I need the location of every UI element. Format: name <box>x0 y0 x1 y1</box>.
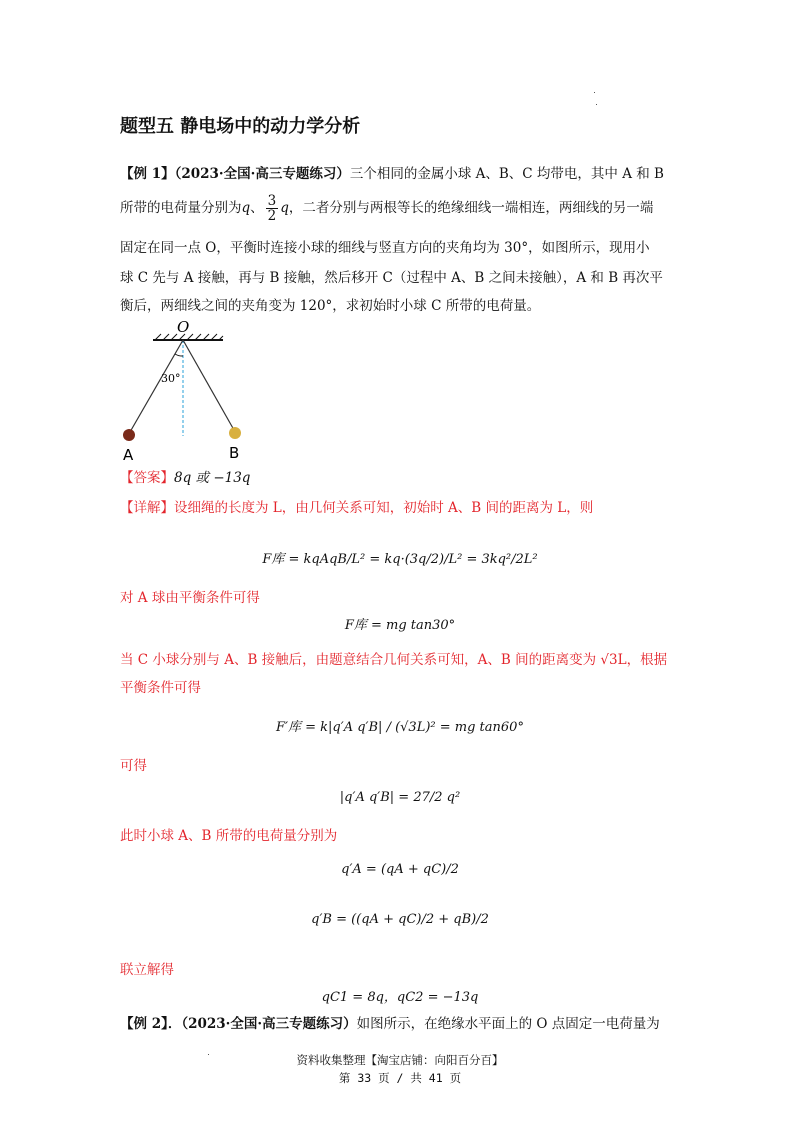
example-text: 所带的电荷量分别为 <box>120 200 242 216</box>
ball-b <box>229 427 241 439</box>
ball-a <box>123 429 135 441</box>
equation-1: F库 = kqAqB/L² = kq·(3q/2)/L² = 3kq²/2L² <box>262 552 538 567</box>
answer-line <box>120 470 680 487</box>
equation-3: F′库 = k|q′A q′B| / (√3L)² = mg tan60° <box>276 720 524 735</box>
equation-6: q′B = ((qA + qC)/2 + qB)/2 <box>311 912 489 927</box>
fraction-den: 2 <box>267 208 277 224</box>
detail-line5: 可得 <box>120 758 147 774</box>
label-b: B <box>229 444 240 462</box>
thread-a <box>130 340 183 432</box>
detail-line6: 此时小球 A、B 所带的电荷量分别为 <box>120 828 338 844</box>
page-number: 第 33 页 / 共 41 页 <box>338 1071 462 1085</box>
example1-line4: 球 C 先与 A 接触，再与 B 接触，然后移开 C（过程中 A、B 之间未接触），A 和 B 再次平 <box>120 270 663 286</box>
charge-q: q <box>280 200 289 216</box>
example-source: （2023·全国·高三专题练习） <box>181 1016 357 1032</box>
label-a: A <box>123 446 134 464</box>
detail-tag: 【详解】 <box>120 500 174 516</box>
detail-line3: 当 C 小球分别与 A、B 接触后，由题意结合几何关系可知，A、B 间的距离变为 √3L，根据 <box>120 652 668 668</box>
footer-source: 资料收集整理【淘宝店铺：向阳百分百】 <box>296 1053 504 1067</box>
angle-label: 30° <box>161 372 181 385</box>
detail-text: 设细绳的长度为 L，由几何关系可知，初始时 A、B 间的距离为 L，则 <box>174 500 594 516</box>
scan-dot <box>596 104 597 105</box>
thread-b <box>183 340 234 430</box>
equation-7: qC1 = 8q，qC2 = −13q <box>321 990 479 1005</box>
answer-tag: 【答案】 <box>120 470 174 486</box>
example1-line1 <box>120 166 680 183</box>
example1-line3: 固定在同一点 O，平衡时连接小球的细线与竖直方向的夹角均为 30°，如图所示，现用小 <box>120 240 650 256</box>
example-text: 如图所示，在绝缘水平面上的 O 点固定一电荷量为 <box>356 1016 660 1032</box>
separator: 、 <box>250 200 264 216</box>
detail-line4: 平衡条件可得 <box>120 680 201 696</box>
angle-arc <box>175 354 183 356</box>
equation-2: F库 = mg tan30° <box>344 618 456 633</box>
pendulum-figure <box>115 318 265 468</box>
example-text: 三个相同的金属小球 A、B、C 均带电，其中 A 和 B <box>349 166 664 182</box>
section-title: 题型五 静电场中的动力学分析 <box>120 116 361 137</box>
example1-line2 <box>120 194 680 223</box>
charge-q: q <box>241 200 251 216</box>
detail-line2: 对 A 球由平衡条件可得 <box>120 590 260 606</box>
detail-line1 <box>120 500 680 517</box>
equation-4: |q′A q′B| = 27/2 q² <box>339 790 461 805</box>
example-tag: 【例 2】． <box>120 1016 182 1032</box>
example-text: ，二者分别与两根等长的绝缘细线一端相连，两细线的另一端 <box>288 200 654 216</box>
fraction <box>266 194 279 223</box>
label-o: O <box>177 318 190 336</box>
equation-5: q′A = (qA + qC)/2 <box>341 862 459 877</box>
example1-line5: 衡后，两细线之间的夹角变为 120°，求初始时小球 C 所带的电荷量。 <box>120 298 541 314</box>
answer-value: 8q 或 −13q <box>174 470 251 486</box>
example2-line1 <box>120 1016 680 1033</box>
scan-dot <box>594 92 595 93</box>
detail-line7: 联立解得 <box>120 962 174 978</box>
example-tag: 【例 1】 <box>120 166 175 182</box>
fraction-num: 3 <box>267 193 277 209</box>
example-source: （2023·全国·高三专题练习） <box>174 166 350 182</box>
